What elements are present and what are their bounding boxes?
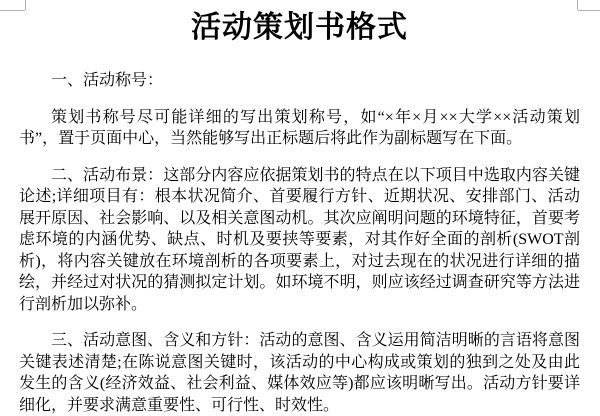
- paragraph-activity-purpose: 三、活动意图、含义和方针：活动的意图、含义运用简洁明晰的言语将意图关键表述清楚;在陈说意图关键时，该活动的中心构成或策划的独到之处及由此发生的含义(经济效益、社会利益、媒体效应等)都应该明晰写出。活动方针要详细化，并要求满意重要性、可行性、时效性。: [19, 332, 580, 414]
- paragraph-activity-name-body: 策划书称号尽可能详细的写出策划称号，如“×年×月××大学××活动策划书”，置于页面中心，当然能够写出正标题后将此作为副标题写在下面。: [19, 108, 580, 147]
- paragraph-activity-name-heading: 一、活动称号：: [51, 72, 164, 89]
- paragraph-activity-background: 二、活动布景：这部分内容应依据策划书的特点在以下项目中选取内容关键论述;详细项目有：根本状况简介、首要履行方针、近期状况、安排部门、活动展开原因、社会影响、以及相关意图动机。其次应阐明问题的环境特征，首要考虑环境的内涵优势、缺点、时机及要挟等要素，对其作好全面的剖析(SWOT剖析)，将内容关键放在环境剖析的各项要素上，对过去现在的状况进行详细的描绘，并经过对状况的猜测拟定计划。如环境不明，则应该经过调查研究等方法进行剖析加以弥补。: [19, 166, 580, 313]
- document-title: 活动策划书格式: [191, 11, 408, 44]
